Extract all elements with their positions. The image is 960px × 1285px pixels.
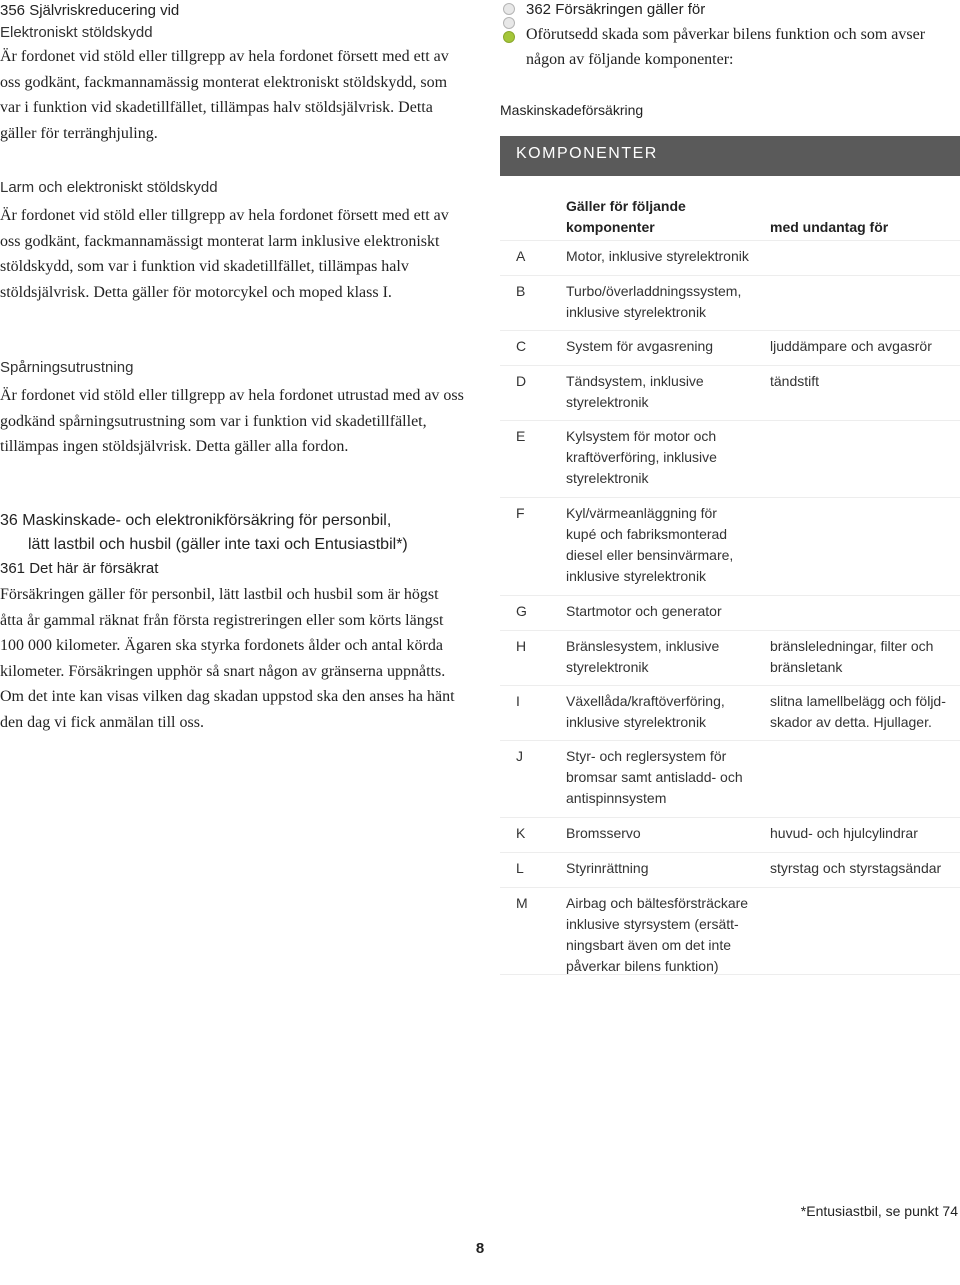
- row-exception: styrstag och styrstagsändar: [770, 860, 942, 876]
- page-number: 8: [475, 1240, 485, 1257]
- row-component: Bränslesystem, inklusive styrelektronik: [566, 638, 720, 675]
- table-row: [500, 888, 960, 975]
- row-letter: K: [516, 825, 526, 841]
- row-exception: tändstift: [770, 373, 820, 389]
- table-row: [500, 596, 960, 631]
- traffic-light-dot-bottom: [503, 31, 515, 43]
- table-row: [500, 276, 960, 331]
- row-letter: H: [516, 638, 527, 654]
- table-row: [500, 853, 960, 888]
- section-larm: [0, 177, 465, 305]
- section-362-heading: 362 Försäkringen gäller för: [526, 1, 706, 18]
- table-row: [500, 366, 960, 421]
- section-36-heading: [0, 509, 465, 557]
- table-row: [500, 331, 960, 366]
- row-letter: D: [516, 373, 527, 389]
- section-361-heading: 361 Det här är försäkrat: [0, 560, 159, 577]
- row-component: Växellåda/kraftöverföring, inklusive styrelektronik: [566, 693, 725, 730]
- row-letter: I: [516, 693, 520, 709]
- section-362-intro: Oförutsedd skada som påverkar bilens funktion och som avser någon av följande komponenter:: [526, 26, 926, 68]
- table-header-row: [500, 182, 960, 241]
- section-36-heading-line2: lätt lastbil och husbil (gäller inte taxi och Entusiastbil*): [28, 536, 408, 553]
- row-component: Airbag och bältesförsträckare inklusive styrsystem (ersätt-ningsbart även om det inte påverkar bilens funktion): [566, 895, 749, 974]
- table-row: [500, 498, 960, 596]
- row-exception: bränsleledningar, filter och bränsletank: [770, 638, 934, 675]
- section-36-heading-line1: 36 Maskinskade- och elektronikförsäkring för personbil,: [0, 512, 392, 529]
- traffic-light-icon: [503, 3, 519, 45]
- row-letter: G: [516, 603, 527, 619]
- components-header-label: KOMPONENTER: [516, 145, 658, 162]
- row-component: System för avgasrening: [566, 338, 714, 354]
- row-letter: A: [516, 248, 526, 264]
- traffic-light-dot-top: [503, 3, 515, 15]
- section-356-text: Är fordonet vid stöld eller tillgrepp av hela fordonet försett med ett av oss godkänt, fackmannamässig monterat elektroniskt stöldskydd, som var i funktion vid skadetillfället, tillämpas halv stöldsjälvrisk. Detta gäller för terränghjuling.: [0, 48, 449, 142]
- row-letter: F: [516, 505, 525, 521]
- larm-heading: Larm och elektroniskt stöldskydd: [0, 179, 218, 196]
- components-header-bar: [500, 136, 960, 176]
- row-component: Kylsystem för motor och kraftöverföring, inklusive styrelektronik: [566, 428, 717, 486]
- larm-text: Är fordonet vid stöld eller tillgrepp av hela fordonet försett med ett av oss godkänt, fackmannamässigt monterat larm inklusive elektroniskt stöldskydd, som var i funktion vid skadetillfället, tillämpas halv stöldsjälvrisk. Detta gäller för motorcykel och moped klass I.: [0, 207, 449, 301]
- row-component: Motor, inklusive styrelektronik: [566, 248, 749, 264]
- row-component: Startmotor och generator: [566, 603, 722, 619]
- table-row: [500, 631, 960, 686]
- row-letter: C: [516, 338, 527, 354]
- table-row: [500, 421, 960, 498]
- section-36: [0, 509, 465, 735]
- row-exception: huvud- och hjulcylindrar: [770, 825, 918, 841]
- sparning-text: Är fordonet vid stöld eller tillgrepp av hela fordonet utrustad med av oss godkänd spårningsutrustning som var i funktion vid skadetillfället, tillämpas ingen stöldsjälvrisk. Detta gäller alla fordon.: [0, 387, 464, 455]
- row-component: Styr- och reglersystem för bromsar samt antisladd- och antispinnsystem: [566, 748, 743, 806]
- footnote: *Entusiastbil, se punkt 74: [800, 1203, 958, 1219]
- row-component: Tändsystem, inklusive styrelektronik: [566, 373, 704, 410]
- row-component: Bromsservo: [566, 825, 641, 841]
- insurance-type-label: Maskinskadeförsäkring: [500, 102, 644, 118]
- row-letter: M: [516, 895, 528, 911]
- table-row: [500, 741, 960, 818]
- components-table: [500, 182, 960, 975]
- row-letter: B: [516, 283, 526, 299]
- row-letter: L: [516, 860, 524, 876]
- table-row: [500, 241, 960, 276]
- row-exception: slitna lamellbelägg och följd-skador av detta. Hjullager.: [770, 693, 946, 730]
- row-component: Turbo/överladdningssystem, inklusive styrelektronik: [566, 283, 742, 320]
- traffic-light-dot-middle: [503, 17, 515, 29]
- section-356-subheading: Elektroniskt stöldskydd: [0, 24, 153, 41]
- table-header-col3: med undantag för: [770, 219, 889, 235]
- row-exception: ljuddämpare och avgasrör: [770, 338, 932, 354]
- section-356: [0, 0, 465, 146]
- section-361-text: Försäkringen gäller för personbil, lätt lastbil och husbil som är högst åtta år gammal räknat från första registreringen eller som körts längst 100 000 kilometer. Ägaren ska styrka fordonets ålder och antal körda kilometer. Försäkringen upphör så snart någon av gränserna uppnåtts. Om det inte kan visas vilken dag skadan uppstod ska den anses ha hänt den dag vi fick anmälan till oss.: [0, 586, 455, 731]
- row-component: Styrinrättning: [566, 860, 649, 876]
- row-component: Kyl/värmeanläggning för kupé och fabriksmonterad diesel eller bensinvärmare, inklusive styrelektronik: [566, 505, 734, 584]
- table-header-col2: Gäller för följande komponenter: [566, 198, 686, 235]
- sparning-heading: Spårningsutrustning: [0, 359, 134, 376]
- section-356-heading: 356 Självriskreducering vid: [0, 2, 180, 19]
- row-letter: E: [516, 428, 526, 444]
- section-sparning: [0, 357, 465, 460]
- table-row: [500, 818, 960, 853]
- table-row: [500, 686, 960, 741]
- row-letter: J: [516, 748, 523, 764]
